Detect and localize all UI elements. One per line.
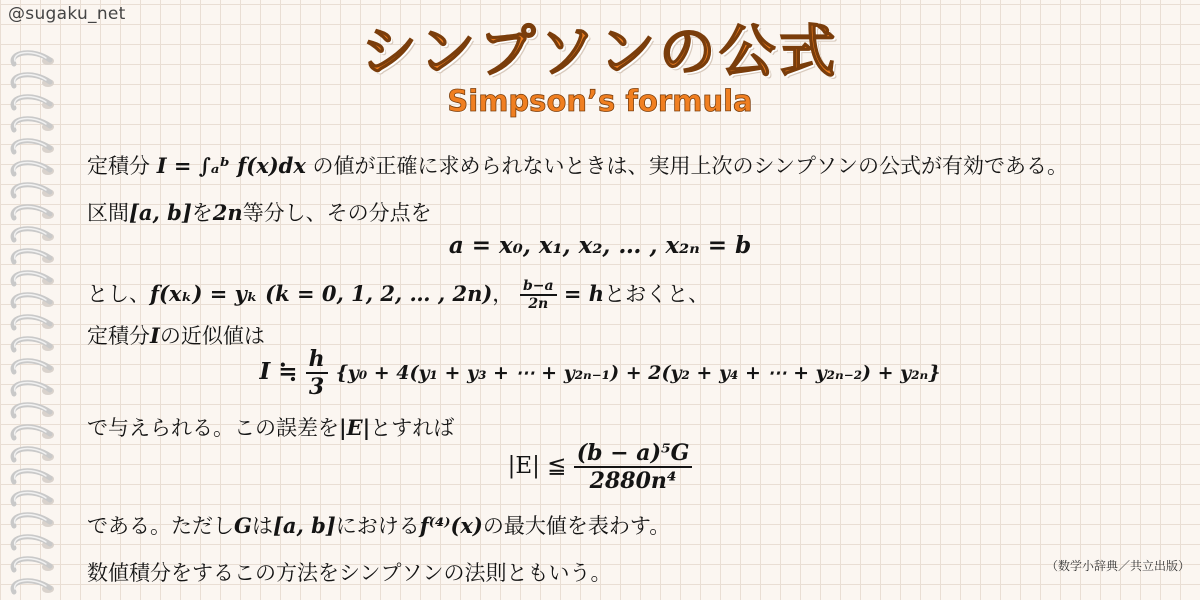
text-line-1 (87, 150, 1068, 180)
math-interval: [a, b] (272, 513, 336, 538)
text-line-6 (87, 510, 670, 540)
text: ， (492, 282, 514, 306)
math-2n: 2n (212, 200, 243, 225)
text-line-3 (87, 278, 709, 312)
equation-error (0, 440, 1200, 494)
eq-lhs: I ≒ (259, 358, 306, 385)
text: である。ただし (87, 514, 234, 538)
text-line-7: 数値積分をするこの方法をシンプソンの法則ともいう。 (87, 561, 612, 585)
math-G: G (234, 513, 252, 538)
twitter-handle: @sugaku_net (8, 4, 126, 24)
equation-partition: a = x₀, x₁, x₂, … , x₂ₙ = b (448, 232, 752, 259)
math-E: |E| (339, 415, 371, 440)
text: を (191, 201, 213, 225)
math-interval: [a, b] (129, 200, 192, 225)
fraction-error (574, 440, 693, 494)
eq-rhs: {y₀ + 4(y₁ + y₃ + ⋯ + y₂ₙ₋₁) + 2(y₂ + y₄ + ⋯ + y₂ₙ₋₂) + y₂ₙ} (335, 362, 941, 384)
text: 等分し、その分点を (242, 201, 432, 225)
text: 定積分 (87, 154, 157, 178)
fraction-denominator: 2n (528, 296, 549, 312)
text: の値が正確に求められないときは、実用上次のシンプソンの公式が有効である。 (305, 154, 1069, 178)
text: とし、 (87, 282, 150, 306)
text: は (251, 514, 273, 538)
text: の近似値は (159, 324, 265, 348)
page-subtitle: Simpson’s formula (447, 84, 753, 118)
math-f4: f⁽⁴⁾(x) (419, 513, 483, 538)
text: における (335, 514, 420, 538)
math-fxk: f(xₖ) = yₖ (k = 0, 1, 2, … , 2n) (150, 281, 493, 306)
text: とおくと、 (604, 282, 710, 306)
equation-simpson (0, 346, 1200, 400)
page-title: シンプソンの公式 (360, 20, 840, 85)
math-h: = h (556, 281, 605, 306)
fraction-h-over-3 (306, 346, 328, 400)
text: 定積分 (87, 324, 150, 348)
fraction-h (520, 278, 557, 312)
math-I: I (150, 323, 160, 348)
math-integral: I = ∫ₐᵇ f(x)dx (156, 153, 306, 178)
fraction-numerator: h (306, 346, 328, 374)
fraction-numerator: b−a (520, 278, 557, 296)
text-line-2 (87, 197, 432, 227)
eq-lhs: |E| ≦ (507, 453, 574, 479)
text: とすれば (370, 416, 455, 440)
fraction-denominator: 3 (308, 374, 325, 400)
text-line-5 (87, 412, 454, 442)
source-citation: （数学小辞典／共立出版） (1045, 559, 1190, 573)
text: で与えられる。この誤差を (87, 416, 339, 440)
text: 区間 (87, 201, 129, 225)
text: の最大値を表わす。 (482, 514, 671, 538)
fraction-numerator: (b − a)⁵G (574, 440, 693, 468)
fraction-denominator: 2880n⁴ (589, 468, 677, 494)
